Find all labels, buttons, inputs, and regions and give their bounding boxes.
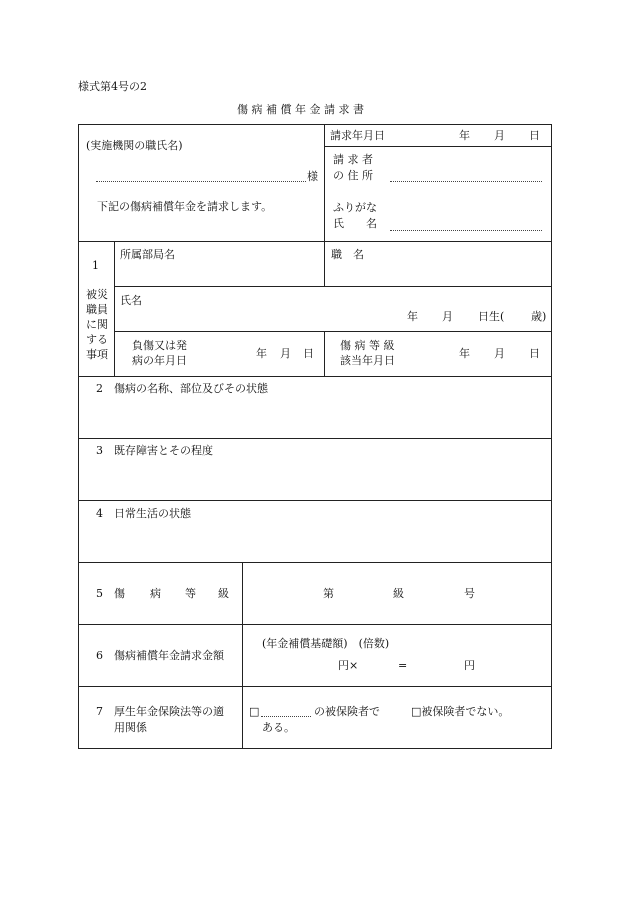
section1-number: 1	[92, 259, 99, 272]
injury-day-label: 日	[303, 347, 314, 360]
grade-kyu-label: 級	[393, 587, 404, 600]
section1-side-label-3: に関	[86, 318, 108, 331]
section5-label-char-4: 級	[218, 587, 229, 600]
aru-text: ある。	[262, 721, 295, 734]
injury-date-label-2: 病の年月日	[132, 354, 187, 367]
form-number: 様式第4号の2	[78, 80, 147, 93]
claimant-name-label: 氏 名	[333, 217, 377, 230]
section1-side-label-4: する	[86, 333, 108, 346]
section5-label-char-3: 等	[185, 587, 196, 600]
section4-label: 4 日常生活の状態	[96, 507, 191, 520]
equals-label: =	[398, 659, 408, 672]
birth-year-label: 年	[407, 310, 418, 323]
injury-year-label: 年	[256, 347, 267, 360]
yen-times-label: 円×	[338, 659, 359, 672]
request-date-label: 請求年月日	[330, 129, 385, 142]
section2-label: 2 傷病の名称、部位及びその状態	[96, 382, 268, 395]
position-label: 職 名	[331, 248, 364, 261]
section5-label-char-2: 病	[150, 587, 161, 600]
claimant-address-label-2: の 住 所	[333, 169, 373, 182]
yen-label: 円	[464, 659, 475, 672]
insured-checkbox[interactable]: □	[249, 705, 260, 718]
grade-date-label-2: 該当年月日	[340, 354, 395, 367]
injury-date-label-1: 負傷又は発	[132, 339, 187, 352]
insured-text: の被保険者で	[314, 705, 380, 718]
form-title: 傷 病 補 償 年 金 請 求 書	[237, 103, 364, 116]
section1-side-label-5: 事項	[86, 348, 108, 361]
grade-go-label: 号	[464, 587, 475, 600]
age-label: 歳)	[531, 310, 547, 323]
section5-label-char-1: 傷	[114, 587, 125, 600]
agency-label: (実施機関の職氏名)	[86, 139, 183, 152]
agency-name-field[interactable]	[96, 181, 306, 182]
employee-name-label: 氏名	[120, 294, 142, 307]
request-month-label: 月	[494, 129, 505, 142]
not-insured-option[interactable]: □被保険者でない。	[411, 705, 510, 718]
claimant-address-label-1: 請 求 者	[333, 153, 373, 166]
request-text: 下記の傷病補償年金を請求します。	[97, 200, 273, 213]
base-amount-label: (年金補償基礎額) (倍数)	[262, 637, 390, 650]
grade-day-label: 日	[529, 347, 540, 360]
birth-day-label: 日生(	[478, 310, 505, 323]
section6-label: 6 傷病補償年金請求金額	[96, 649, 224, 662]
claimant-address-field[interactable]	[390, 181, 542, 182]
grade-year-label: 年	[459, 347, 470, 360]
section7-number: 7	[96, 705, 103, 718]
request-day-label: 日	[529, 129, 540, 142]
claimant-name-field[interactable]	[390, 230, 542, 231]
grade-dai-label: 第	[323, 587, 334, 600]
grade-date-label-1: 傷 病 等 級	[340, 339, 395, 352]
department-label: 所属部局名	[120, 248, 175, 261]
sama-label: 様	[307, 170, 318, 183]
request-year-label: 年	[459, 129, 470, 142]
section7-label-1: 厚生年金保険法等の適	[114, 705, 224, 718]
birth-month-label: 月	[442, 310, 453, 323]
section1-side-label-2: 職員	[86, 303, 108, 316]
section1-side-label-1: 被災	[86, 288, 108, 301]
grade-month-label: 月	[494, 347, 505, 360]
insurance-type-field[interactable]	[261, 716, 311, 717]
section3-label: 3 既存障害とその程度	[96, 444, 213, 457]
furigana-label: ふりがな	[333, 201, 377, 214]
injury-month-label: 月	[280, 347, 291, 360]
section7-label-2: 用関係	[114, 721, 147, 734]
section5-number: 5	[96, 587, 103, 600]
